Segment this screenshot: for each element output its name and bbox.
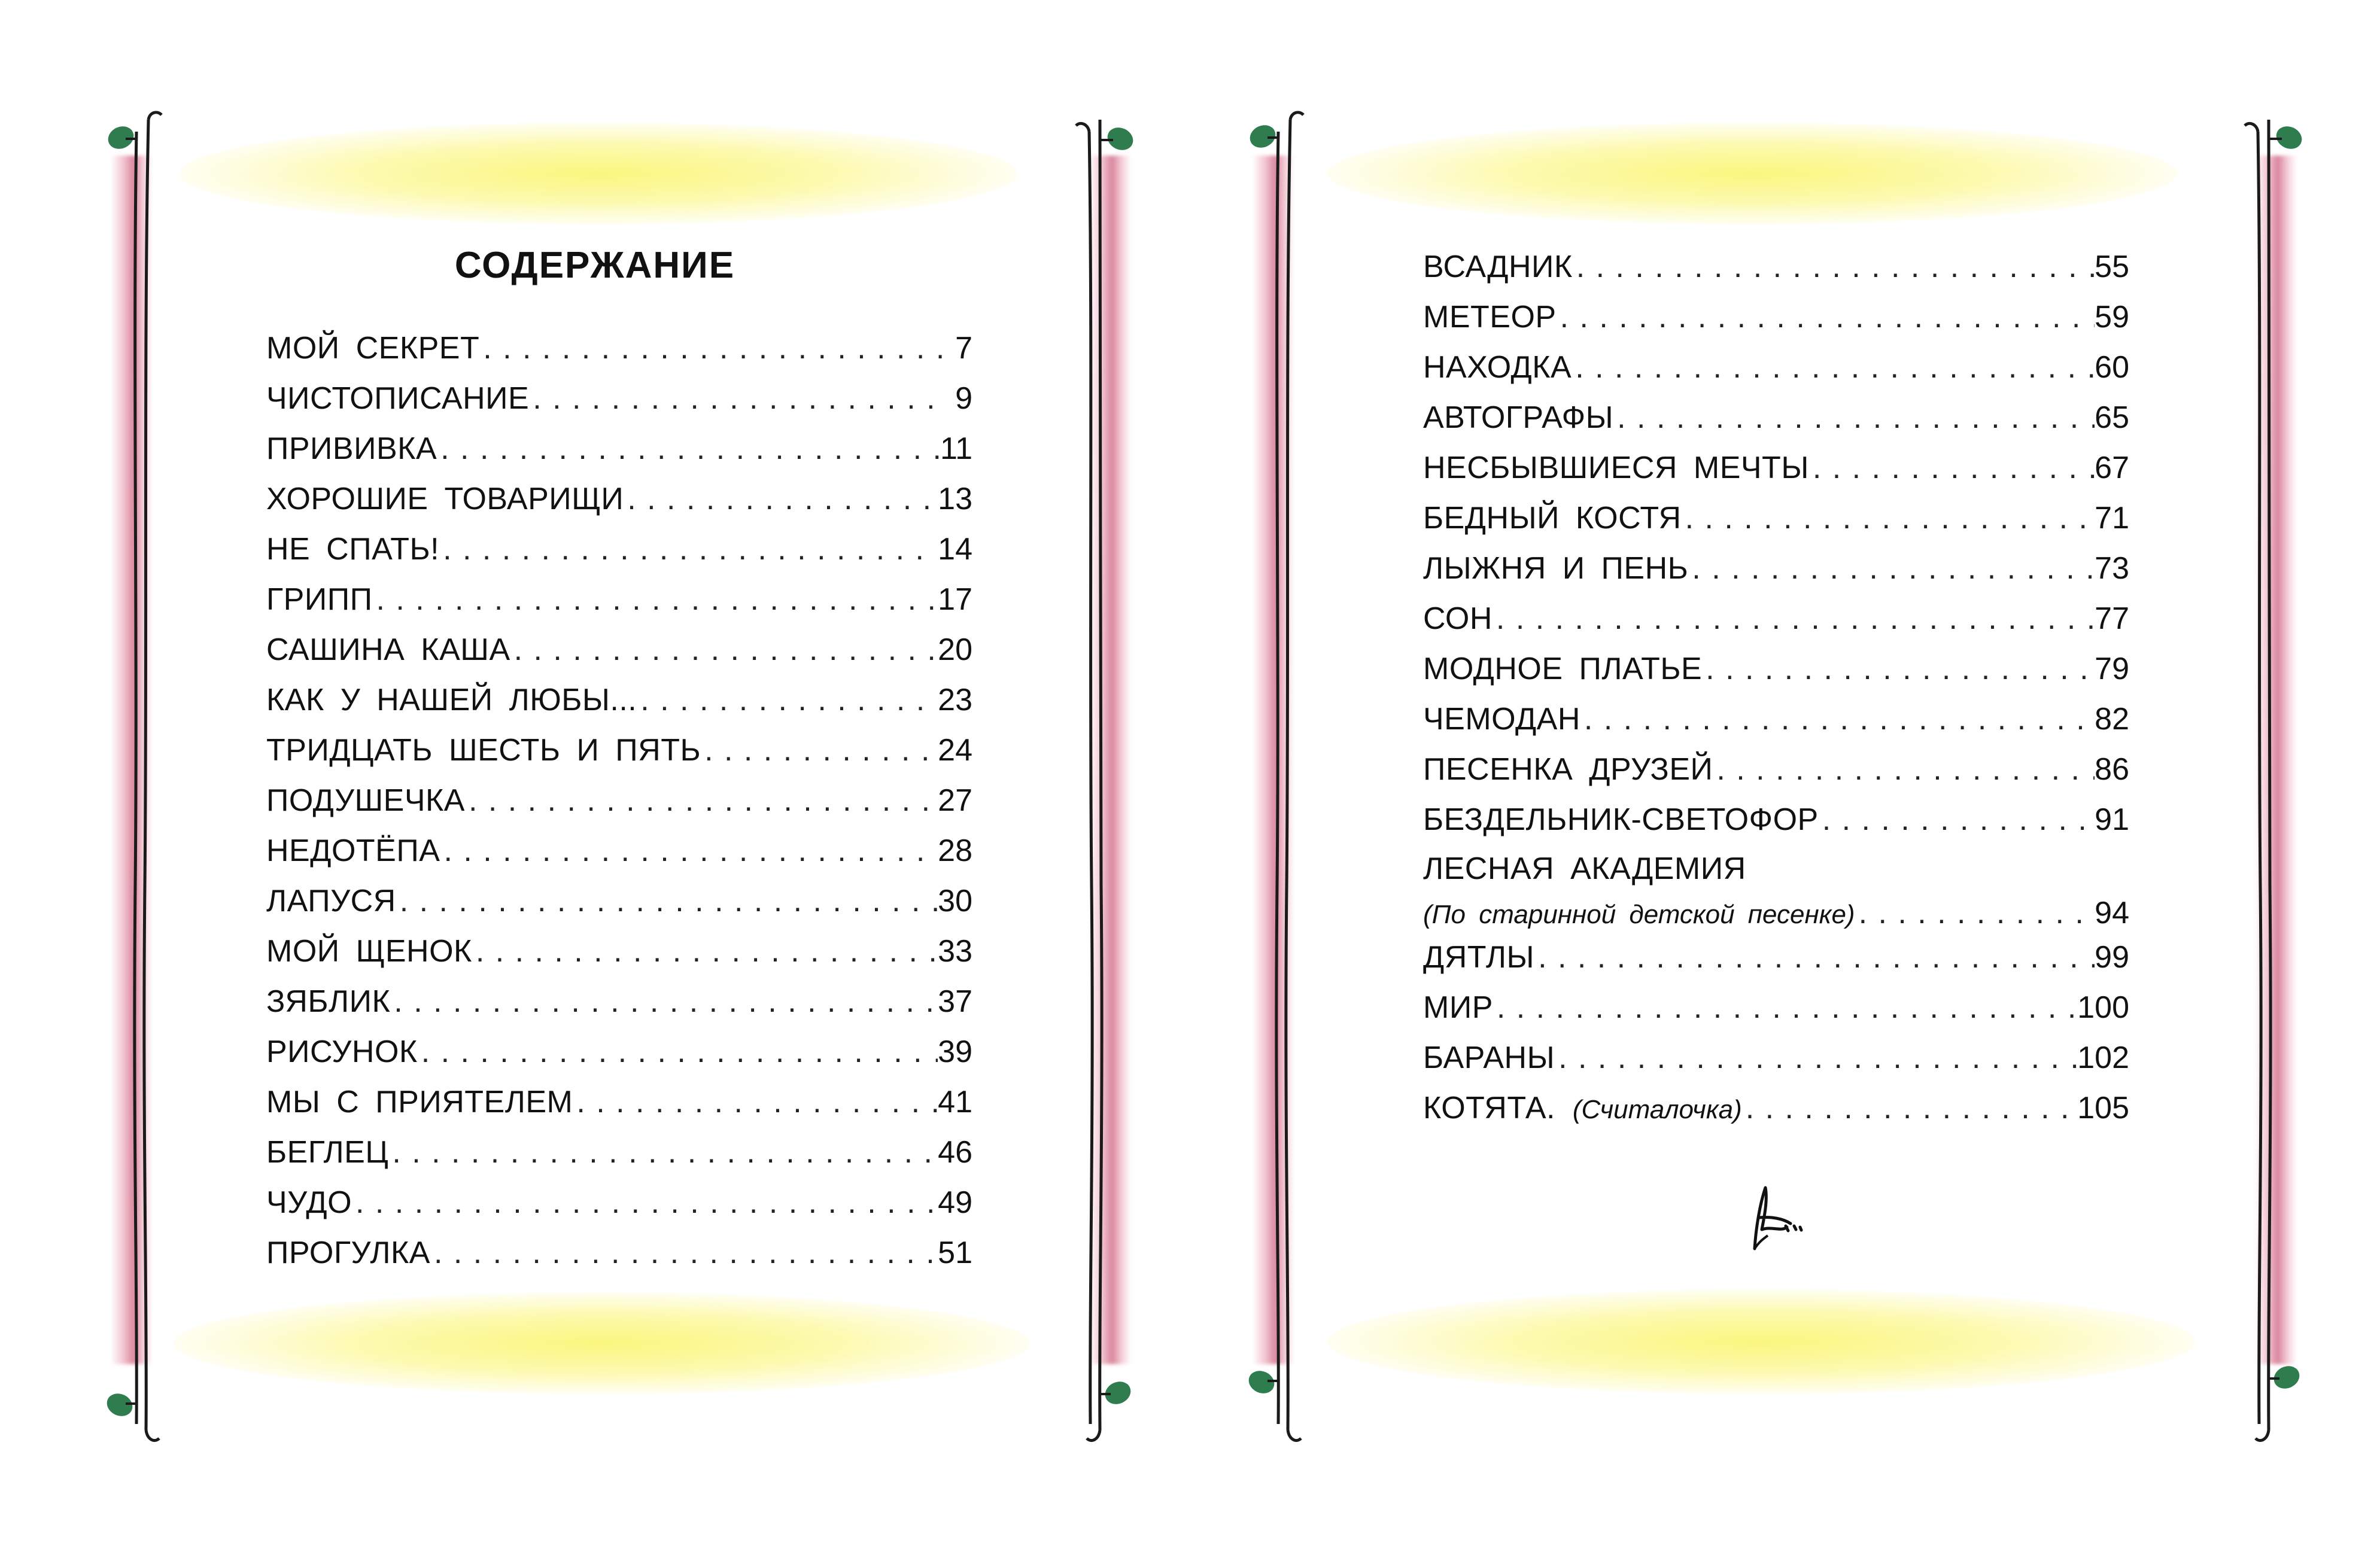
toc-entry[interactable] (266, 1027, 972, 1077)
entry-page: 86 (2095, 752, 2129, 787)
entry-title: ДЯТЛЫ (1423, 940, 1535, 975)
toc-entry[interactable] (1423, 594, 2129, 644)
toc-entry[interactable] (266, 524, 972, 574)
signature-scribble-icon (1747, 1182, 1813, 1253)
toc-list-left (266, 323, 972, 1278)
entry-title: ВСАДНИК (1423, 249, 1573, 284)
toc-entry[interactable] (266, 1228, 972, 1278)
toc-entry[interactable] (266, 323, 972, 373)
entry-page: 77 (2095, 601, 2129, 636)
entry-page: 71 (2095, 501, 2129, 535)
entry-title: ЧЕМОДАН (1423, 702, 1580, 737)
toc-entry[interactable] (266, 1177, 972, 1228)
entry-page: 11 (940, 431, 972, 466)
toc-entry[interactable] (1423, 1033, 2129, 1083)
entry-page: 51 (938, 1236, 972, 1270)
entry-title: ЛАПУСЯ (266, 884, 396, 918)
entry-title: НЕСБЫВШИЕСЯ МЕЧТЫ (1423, 451, 1809, 485)
entry-page: 13 (938, 482, 972, 516)
right-page (1190, 0, 2380, 1561)
entry-title: ЛЕСНАЯ АКАДЕМИЯ (1423, 851, 1746, 886)
toc-entry[interactable] (266, 1127, 972, 1177)
entry-page: 17 (938, 582, 972, 617)
entry-title: ПЕСЕНКА ДРУЗЕЙ (1423, 752, 1713, 787)
contents-title: СОДЕРЖАНИЕ (454, 245, 735, 286)
entry-page: 28 (938, 833, 972, 868)
toc-entry[interactable] (266, 926, 972, 976)
toc-entry[interactable] (1423, 392, 2129, 443)
toc-entry[interactable] (266, 424, 972, 474)
entry-title: НЕ СПАТЬ! (266, 532, 440, 567)
entry-title: МОЙ СЕКРЕТ (266, 331, 480, 366)
toc-list-right (1423, 242, 2129, 1133)
entry-title: ЧУДО (266, 1185, 352, 1220)
entry-page: 59 (2095, 300, 2129, 334)
entry-title: ЧИСТОПИСАНИЕ (266, 381, 530, 416)
toc-entry[interactable] (1423, 795, 2129, 845)
entry-title: ЗЯБЛИК (266, 984, 391, 1019)
entry-title: КАК У НАШЕЙ ЛЮБЫ... (266, 683, 637, 717)
entry-title: ХОРОШИЕ ТОВАРИЩИ (266, 482, 624, 516)
entry-page: 23 (938, 683, 972, 717)
entry-title: ПОДУШЕЧКА (266, 783, 465, 818)
entry-page: 65 (2095, 400, 2129, 435)
entry-page: 7 (955, 331, 972, 366)
entry-page: 9 (955, 381, 972, 416)
entry-title: СОН (1423, 601, 1493, 636)
entry-page: 33 (938, 934, 972, 969)
toc-entry[interactable] (266, 625, 972, 675)
entry-page: 41 (938, 1085, 972, 1119)
toc-entry[interactable] (1423, 982, 2129, 1033)
toc-entry[interactable] (266, 876, 972, 926)
left-vine-stem (102, 108, 174, 1448)
entry-page: 27 (938, 783, 972, 818)
entry-title: АВТОГРАФЫ (1423, 400, 1614, 435)
toc-entry[interactable] (1423, 443, 2129, 493)
toc-entry[interactable] (266, 574, 972, 625)
entry-title: МИР (1423, 990, 1493, 1025)
entry-title: ЛЫЖНЯ И ПЕНЬ (1423, 551, 1689, 586)
toc-entry[interactable] (1423, 644, 2129, 694)
entry-page: 100 (2077, 990, 2129, 1025)
entry-title: БЕЗДЕЛЬНИК-СВЕТОФОР (1423, 802, 1819, 837)
entry-page: 67 (2095, 451, 2129, 485)
entry-title: МЕТЕОР (1423, 300, 1557, 334)
toc-entry[interactable] (1423, 543, 2129, 594)
toc-entry[interactable] (1423, 493, 2129, 543)
entry-title: ГРИПП (266, 582, 373, 617)
right-vine-stem (1065, 108, 1137, 1448)
entry-subtitle: (Считалочка) (1572, 1095, 1742, 1124)
entry-title: РИСУНОК (266, 1034, 418, 1069)
entry-page: 73 (2095, 551, 2129, 586)
toc-entry[interactable] (266, 976, 972, 1027)
bottom-glow-band (174, 1292, 1029, 1394)
entry-page: 30 (938, 884, 972, 918)
left-vine-stem (1244, 108, 1315, 1448)
entry-page: 55 (2095, 249, 2129, 284)
top-glow-band (180, 123, 1017, 224)
right-vine-stem (2234, 108, 2306, 1448)
toc-entry[interactable] (1423, 292, 2129, 342)
toc-entry[interactable] (1423, 744, 2129, 795)
entry-title: САШИНА КАША (266, 632, 510, 667)
entry-page: 79 (2095, 652, 2129, 686)
entry-page: 24 (938, 733, 972, 768)
entry-title: БЕГЛЕЦ (266, 1135, 389, 1170)
top-glow-band (1327, 123, 2177, 224)
entry-page: 46 (938, 1135, 972, 1170)
toc-entry[interactable] (266, 373, 972, 424)
entry-title: КОТЯТА. (1423, 1091, 1555, 1125)
entry-title: ПРИВИВКА (266, 431, 437, 466)
entry-page: 14 (938, 532, 972, 567)
entry-page: 37 (938, 984, 972, 1019)
toc-entry[interactable] (1423, 932, 2129, 982)
bottom-glow-band (1327, 1289, 2195, 1394)
entry-title: БЕДНЫЙ КОСТЯ (1423, 501, 1682, 535)
entry-title: НЕДОТЁПА (266, 833, 440, 868)
toc-entry[interactable] (1423, 342, 2129, 392)
entry-title: ТРИДЦАТЬ ШЕСТЬ И ПЯТЬ (266, 733, 701, 768)
toc-entry[interactable] (266, 775, 972, 826)
toc-entry[interactable] (266, 675, 972, 725)
entry-page: 102 (2077, 1040, 2129, 1075)
entry-subtitle: (По старинной детской песенке) (1423, 900, 1855, 929)
toc-entry[interactable] (266, 474, 972, 524)
entry-page: 99 (2095, 940, 2129, 975)
entry-title: ПРОГУЛКА (266, 1236, 430, 1270)
toc-entry[interactable] (1423, 1083, 2129, 1133)
toc-entry[interactable] (1423, 694, 2129, 744)
entry-title: БАРАНЫ (1423, 1040, 1555, 1075)
entry-page: 94 (2095, 896, 2129, 930)
toc-entry[interactable] (266, 826, 972, 876)
toc-entry[interactable] (266, 725, 972, 775)
entry-title: НАХОДКА (1423, 350, 1572, 385)
entry-page: 91 (2095, 802, 2129, 837)
entry-page: 49 (938, 1185, 972, 1220)
entry-page: 82 (2095, 702, 2129, 737)
entry-page: 20 (938, 632, 972, 667)
entry-page: 105 (2077, 1091, 2129, 1125)
entry-title: МОЙ ЩЕНОК (266, 934, 472, 969)
entry-title: МОДНОЕ ПЛАТЬЕ (1423, 652, 1703, 686)
toc-entry[interactable] (1423, 242, 2129, 292)
toc-entry[interactable] (266, 1077, 972, 1127)
entry-page: 60 (2095, 350, 2129, 385)
entry-title: МЫ С ПРИЯТЕЛЕМ (266, 1085, 573, 1119)
entry-page: 39 (938, 1034, 972, 1069)
toc-entry[interactable] (1423, 845, 2129, 932)
